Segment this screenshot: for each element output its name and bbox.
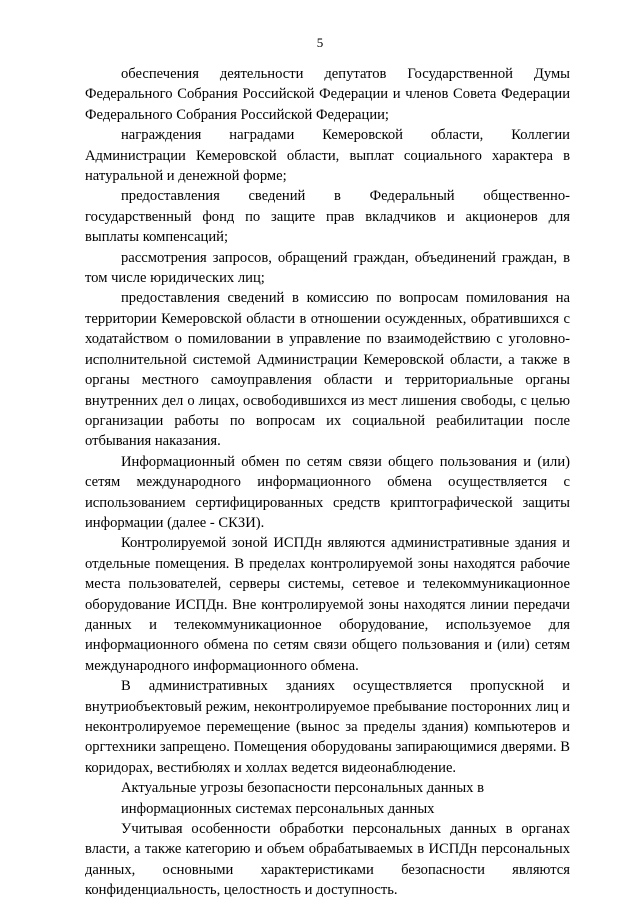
section-heading [85, 778, 570, 819]
list-item-purpose-compensation-fund: предоставления сведений в Федеральный общественно-государственный фонд по защите прав вкладчиков и акционеров для выплаты компенсаций; [85, 188, 570, 246]
page-number: 5 [316, 35, 324, 50]
list-item-purpose-pardon-commission: предоставления сведений в комиссию по вопросам помилования на территории Кемеровской области в отношении осужденных, обратившихся с ходатайством о помиловании в управление по взаимодействию с уголовно-исполнительной системой Администрации Кемеровской области, а также в органы местного самоуправления области и территориальные органы внутренних дел о лицах, освободившихся из мест лишения свободы, с целью организации работы по вопросам их социальной реабилитации после отбывания наказания. [85, 290, 570, 450]
list-item-purpose-deputies: обеспечения деятельности депутатов Государственной Думы Федерального Собрания Российской Федерации и членов Совета Федерации Федерального Собрания Российской Федерации; [85, 66, 570, 123]
document-body [85, 64, 570, 901]
paragraph-controlled-zone: Контролируемой зоной ИСПДн являются административные здания и отдельные помещения. В пределах контролируемой зоны находятся рабочие места пользователей, серверы системы, сетевое и телекоммуникационное оборудование ИСПДн. Вне контролируемой зоны находятся линии передачи данных и телекоммуникационное оборудование, используемое для информационного обмена по сетям связи общего пользования и (или) сетям международного информационного обмена. [85, 535, 570, 674]
paragraph-security-characteristics: Учитывая особенности обработки персональных данных в органах власти, а также категорию и объем обрабатываемых в ИСПДн персональных данных, основными характеристиками безопасности являются конфиденциальность, целостность и доступность. [85, 821, 570, 899]
paragraph-information-exchange: Информационный обмен по сетям связи общего пользования и (или) сетям международного информационного обмена осуществляется с использованием сертифицированных средств криптографической защиты информации (далее - СКЗИ). [85, 453, 570, 531]
list-item-purpose-awards: награждения наградами Кемеровской области, Коллегии Администрации Кемеровской области, выплат социального характера в натуральной и денежной форме; [85, 127, 570, 185]
section-heading-line-1: Актуальные угрозы безопасности персональных данных в [121, 780, 484, 797]
paragraph-access-regime: В административных зданиях осуществляется пропускной и внутриобъектовый режим, неконтролируемое пребывание посторонних лиц и неконтролируемое перемещение (вынос за пределы здания) компьютеров и оргтехники запрещено. Помещения оборудованы запирающимися дверями. В коридорах, вестибюлях и холлах ведется видеонаблюдение. [85, 678, 570, 776]
list-item-purpose-citizen-requests: рассмотрения запросов, обращений граждан, объединений граждан, в том числе юридических лиц; [85, 249, 570, 287]
section-heading-line-2: информационных системах персональных данных [121, 800, 435, 817]
